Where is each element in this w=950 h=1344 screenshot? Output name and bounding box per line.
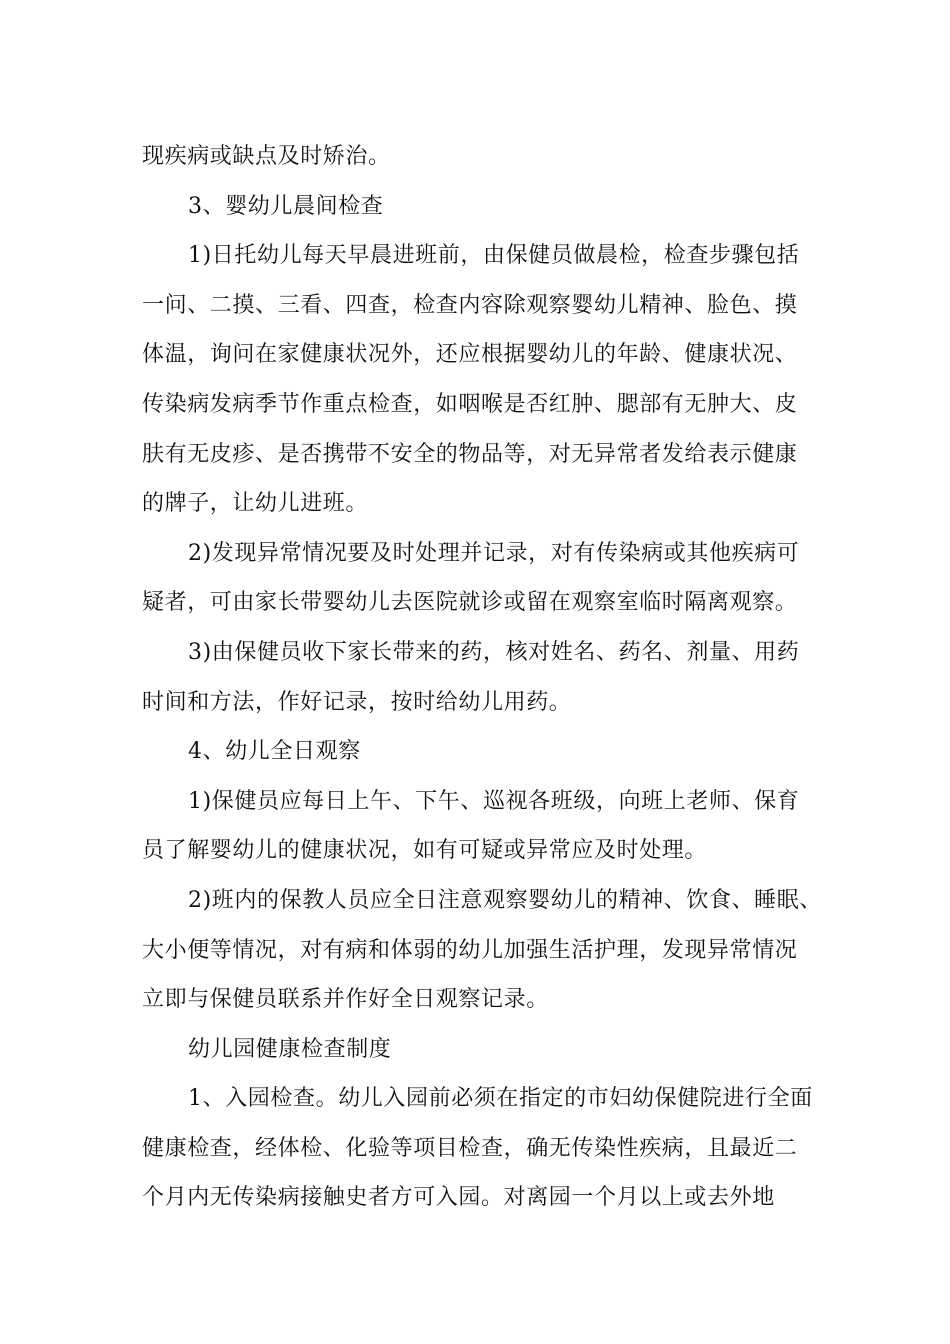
text-line: 体温，询问在家健康状况外，还应根据婴幼儿的年龄、健康状况、 [142,342,798,368]
text-line: 肤有无皮疹、是否携带不安全的物品等，对无异常者发给表示健康 [142,441,798,467]
text-line: 1)保健员应每日上午、下午、巡视各班级，向班上老师、保育 [188,788,800,814]
text-line: 4、幼儿全日观察 [188,739,361,765]
text-line: 一问、二摸、三看、四查，检查内容除观察婴幼儿精神、脸色、摸 [142,292,798,318]
text-line: 2)发现异常情况要及时处理并记录，对有传染病或其他疾病可 [188,540,800,566]
text-line: 2)班内的保教人员应全日注意观察婴幼儿的精神、饮食、睡眠、 [188,887,822,913]
text-line: 健康检查，经体检、化验等项目检查，确无传染性疾病，且最近二 [142,1135,798,1161]
text-line: 立即与保健员联系并作好全日观察记录。 [142,987,549,1013]
text-line: 时间和方法，作好记录，按时给幼儿用药。 [142,689,572,715]
text-line: 3)由保健员收下家长带来的药，核对姓名、药名、剂量、用药 [188,639,800,665]
text-line: 员了解婴幼儿的健康状况，如有可疑或异常应及时处理。 [142,838,708,864]
text-line: 1)日托幼儿每天早晨进班前，由保健员做晨检，检查步骤包括 [188,243,800,269]
text-line: 疑者，可由家长带婴幼儿去医院就诊或留在观察室临时隔离观察。 [142,590,798,616]
text-line: 的牌子，让幼儿进班。 [142,491,369,517]
text-line: 1、入园检查。幼儿入园前必须在指定的市妇幼保健院进行全面 [188,1086,813,1112]
text-line: 幼儿园健康检查制度 [188,1036,392,1062]
text-line: 个月内无传染病接触史者方可入园。对离园一个月以上或去外地 [142,1185,775,1211]
text-line: 传染病发病季节作重点检查，如咽喉是否红肿、腮部有无肿大、皮 [142,391,798,417]
document-body [142,132,832,1223]
text-line: 现疾病或缺点及时矫治。 [142,144,391,169]
text-line: 3、婴幼儿晨间检查 [188,193,384,219]
text-line: 大小便等情况，对有病和体弱的幼儿加强生活护理，发现异常情况 [142,937,798,963]
